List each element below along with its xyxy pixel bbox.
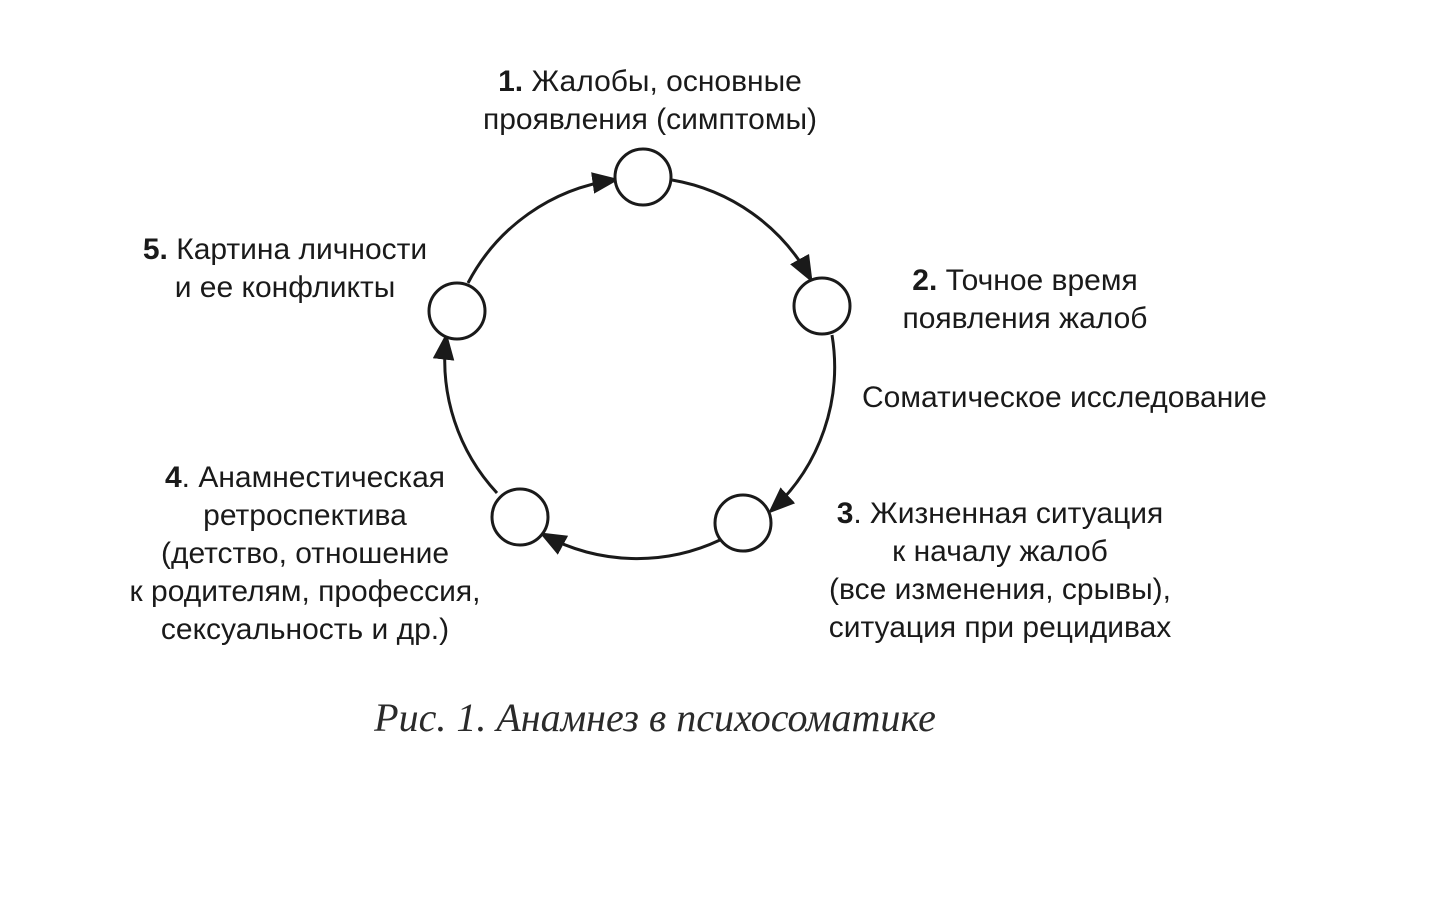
node-3-number: 3 <box>836 497 854 530</box>
node-2-line-1: Точное время <box>945 264 1138 297</box>
arrow-1-to-2 <box>672 180 810 278</box>
node-4-line-3: (детство, отношение <box>160 537 450 570</box>
node-4-line-1: . Анамнестическая <box>181 461 446 494</box>
node-4-label <box>70 459 540 649</box>
node-4-line-4: к родителям, профессия, <box>129 575 481 608</box>
node-3-line-2: к началу жалоб <box>892 535 1108 568</box>
node-2-number: 2. <box>912 264 938 297</box>
node-2-label <box>860 262 1190 338</box>
node-5-line-1: Картина личности <box>176 233 428 266</box>
node-1-line-1: Жалобы, основные <box>531 65 802 98</box>
node-1-circle <box>615 149 671 205</box>
node-1-line-2: проявления (симптомы) <box>482 103 818 136</box>
node-5-line-2: и ее конфликты <box>174 271 396 304</box>
somatic-exam-label: Соматическое исследование <box>862 381 1267 414</box>
figure-caption: Рис. 1. Анамнез в психосоматике <box>374 695 936 740</box>
node-3-line-4: ситуация при рецидивах <box>828 611 1172 644</box>
node-3-line-1: . Жизненная ситуация <box>853 497 1164 530</box>
node-3-line-3: (все изменения, срывы), <box>829 573 1171 606</box>
arrow-2-to-3 <box>772 335 835 510</box>
node-1-label <box>440 63 860 139</box>
arrow-3-to-4 <box>544 535 720 559</box>
node-5-number: 5. <box>142 233 168 266</box>
node-2-line-2: появления жалоб <box>902 302 1148 335</box>
node-4-number: 4 <box>164 461 182 494</box>
node-3-circle <box>715 495 771 551</box>
node-2-circle <box>794 278 850 334</box>
arrow-5-to-1 <box>468 180 614 283</box>
node-4-line-5: сексуальность и др.) <box>160 613 450 646</box>
node-5-label <box>95 231 475 307</box>
node-1-number: 1. <box>498 65 524 98</box>
node-3-label <box>770 495 1230 647</box>
node-4-line-2: ретроспектива <box>203 499 407 532</box>
